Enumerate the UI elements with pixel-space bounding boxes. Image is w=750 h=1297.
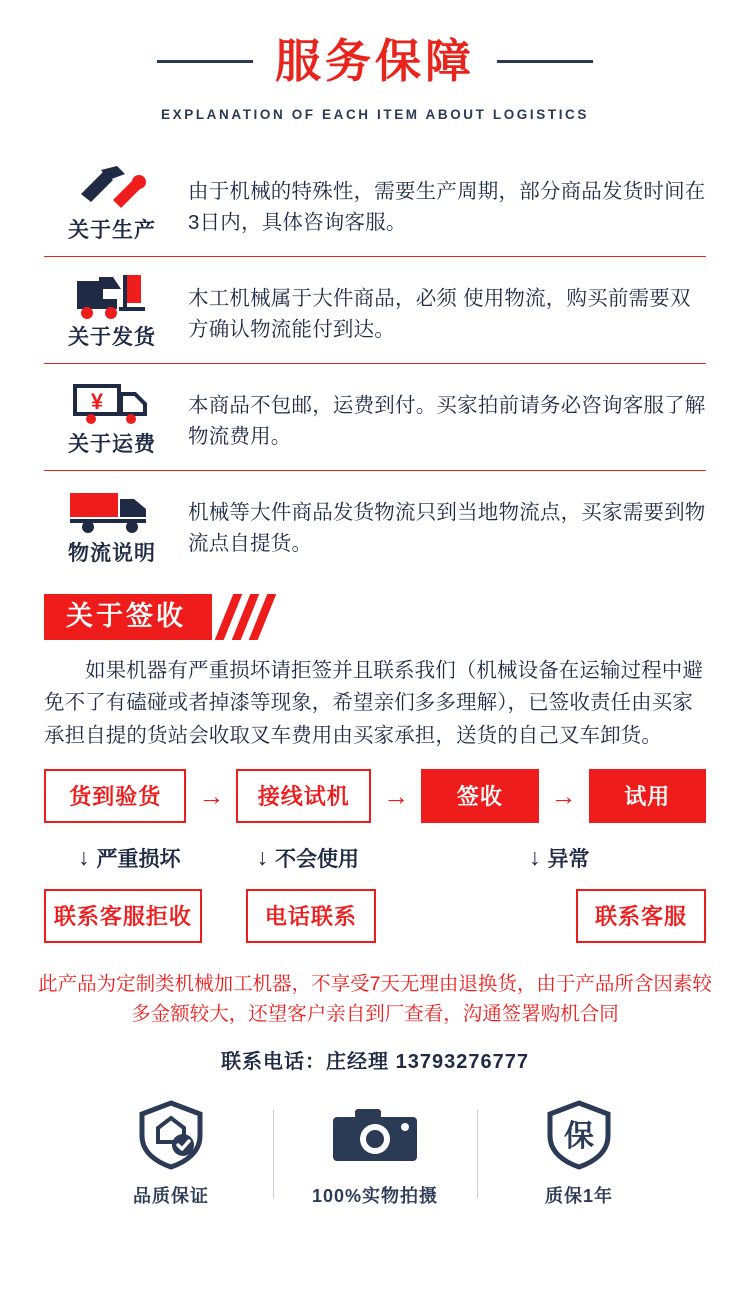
service-row-text: 机械等大件商品发货物流只到当地物流点，买家需要到物流点自提货。 — [188, 500, 706, 556]
down-arrow-icon: ↓ — [78, 844, 90, 871]
badge-icon-cell — [277, 1096, 473, 1174]
flow-result-3: 联系客服 — [576, 889, 706, 943]
service-row-label: 关于运费 — [68, 432, 156, 456]
service-row-text: 木工机械属于大件商品，必须 使用物流，购买前需要双方确认物流能付到达。 — [188, 286, 691, 342]
badge-photo — [273, 1096, 477, 1208]
service-row — [44, 257, 706, 364]
flow-step-2: 接线试机 — [236, 769, 371, 823]
service-row-icon-cell — [44, 271, 180, 351]
service-row-label: 关于生产 — [68, 218, 156, 242]
flow-step-1: 货到验货 — [44, 769, 186, 823]
flow-branch-3 — [529, 843, 590, 873]
service-rows — [44, 150, 706, 579]
delivery-truck-icon — [66, 485, 158, 535]
flow-branch-2 — [257, 843, 360, 873]
badge-warranty — [477, 1096, 681, 1208]
badge-label: 质保1年 — [544, 1186, 613, 1207]
service-row-icon-cell — [44, 485, 180, 567]
signoff-banner — [44, 593, 706, 641]
flow-arrow-1: → — [198, 780, 225, 811]
flow-branch-label: 严重损坏 — [96, 847, 181, 871]
title-rule-left — [157, 60, 253, 63]
contact-phone: 联系电话：庄经理 13793276777 — [221, 1051, 529, 1074]
title-rule-right — [497, 60, 593, 63]
page-subtitle: EXPLANATION OF EACH ITEM ABOUT LOGISTICS — [161, 106, 589, 122]
down-arrow-icon: ↓ — [529, 844, 541, 871]
flow-arrow-2: → — [383, 780, 410, 811]
flow-branch-label: 异常 — [547, 847, 590, 871]
flow-branch-label: 不会使用 — [275, 847, 359, 871]
flow-arrow-3: → — [550, 780, 577, 811]
flow-result-1: 联系客服拒收 — [44, 889, 202, 943]
warranty-seal-icon — [542, 1098, 616, 1172]
shield-check-icon — [134, 1098, 208, 1172]
page-title: 服务保障 — [275, 35, 475, 87]
badge-icon-cell — [481, 1096, 677, 1174]
signoff-banner-label: 关于签收 — [44, 594, 212, 640]
flow-branches — [44, 843, 706, 873]
camera-icon — [327, 1101, 423, 1169]
service-row — [44, 471, 706, 579]
flow-branch-1 — [78, 843, 181, 873]
down-arrow-icon: ↓ — [256, 844, 268, 871]
title-row — [0, 36, 750, 87]
custom-order-notice: 此产品为定制类机械加工机器，不享受7天无理由退换货，由于产品所含因素较多金额较大，还望客户亲自到厂查看，沟通签署购机合同 — [38, 972, 712, 1026]
flow-step-4: 试用 — [589, 769, 706, 823]
svg-text:保: 保 — [564, 1120, 594, 1154]
badge-label: 100%实物拍摄 — [311, 1186, 439, 1207]
yen-truck-icon — [69, 378, 155, 426]
service-row-text: 本商品不包邮，运费到付。买家拍前请务必咨询客服了解物流费用。 — [188, 393, 706, 449]
svg-text:¥: ¥ — [90, 388, 104, 414]
banner-stripes — [210, 594, 267, 640]
service-row — [44, 150, 706, 257]
badge-label: 品质保证 — [133, 1186, 209, 1207]
signoff-flow — [44, 769, 706, 823]
service-row-icon-cell — [44, 378, 180, 458]
flow-step-3: 签收 — [421, 769, 538, 823]
signoff-section — [44, 593, 706, 943]
signoff-paragraph: 如果机器有严重损坏请拒签并且联系我们（机械设备在运输过程中避免不了有磕碰或者掉漆等现象，希望亲们多多理解），已签收责任由买家承担自提的货站会收取叉车费用由买家承担，送货的自己叉车卸货。 — [44, 658, 703, 748]
footer-badges — [0, 1096, 750, 1208]
flow-result-2: 电话联系 — [246, 889, 376, 943]
service-row — [44, 364, 706, 471]
page-header — [0, 0, 750, 122]
badge-icon-cell — [73, 1096, 269, 1174]
flow-results — [44, 889, 706, 943]
service-row-text: 由于机械的特殊性，需要生产周期，部分商品发货时间在3日内，具体咨询客服。 — [188, 179, 706, 235]
service-row-icon-cell — [44, 164, 180, 244]
hammer-wrench-icon — [73, 164, 151, 212]
forklift-icon — [69, 271, 155, 319]
badge-quality — [69, 1096, 273, 1208]
service-row-label: 物流说明 — [68, 541, 156, 565]
service-row-label: 关于发货 — [68, 325, 156, 349]
